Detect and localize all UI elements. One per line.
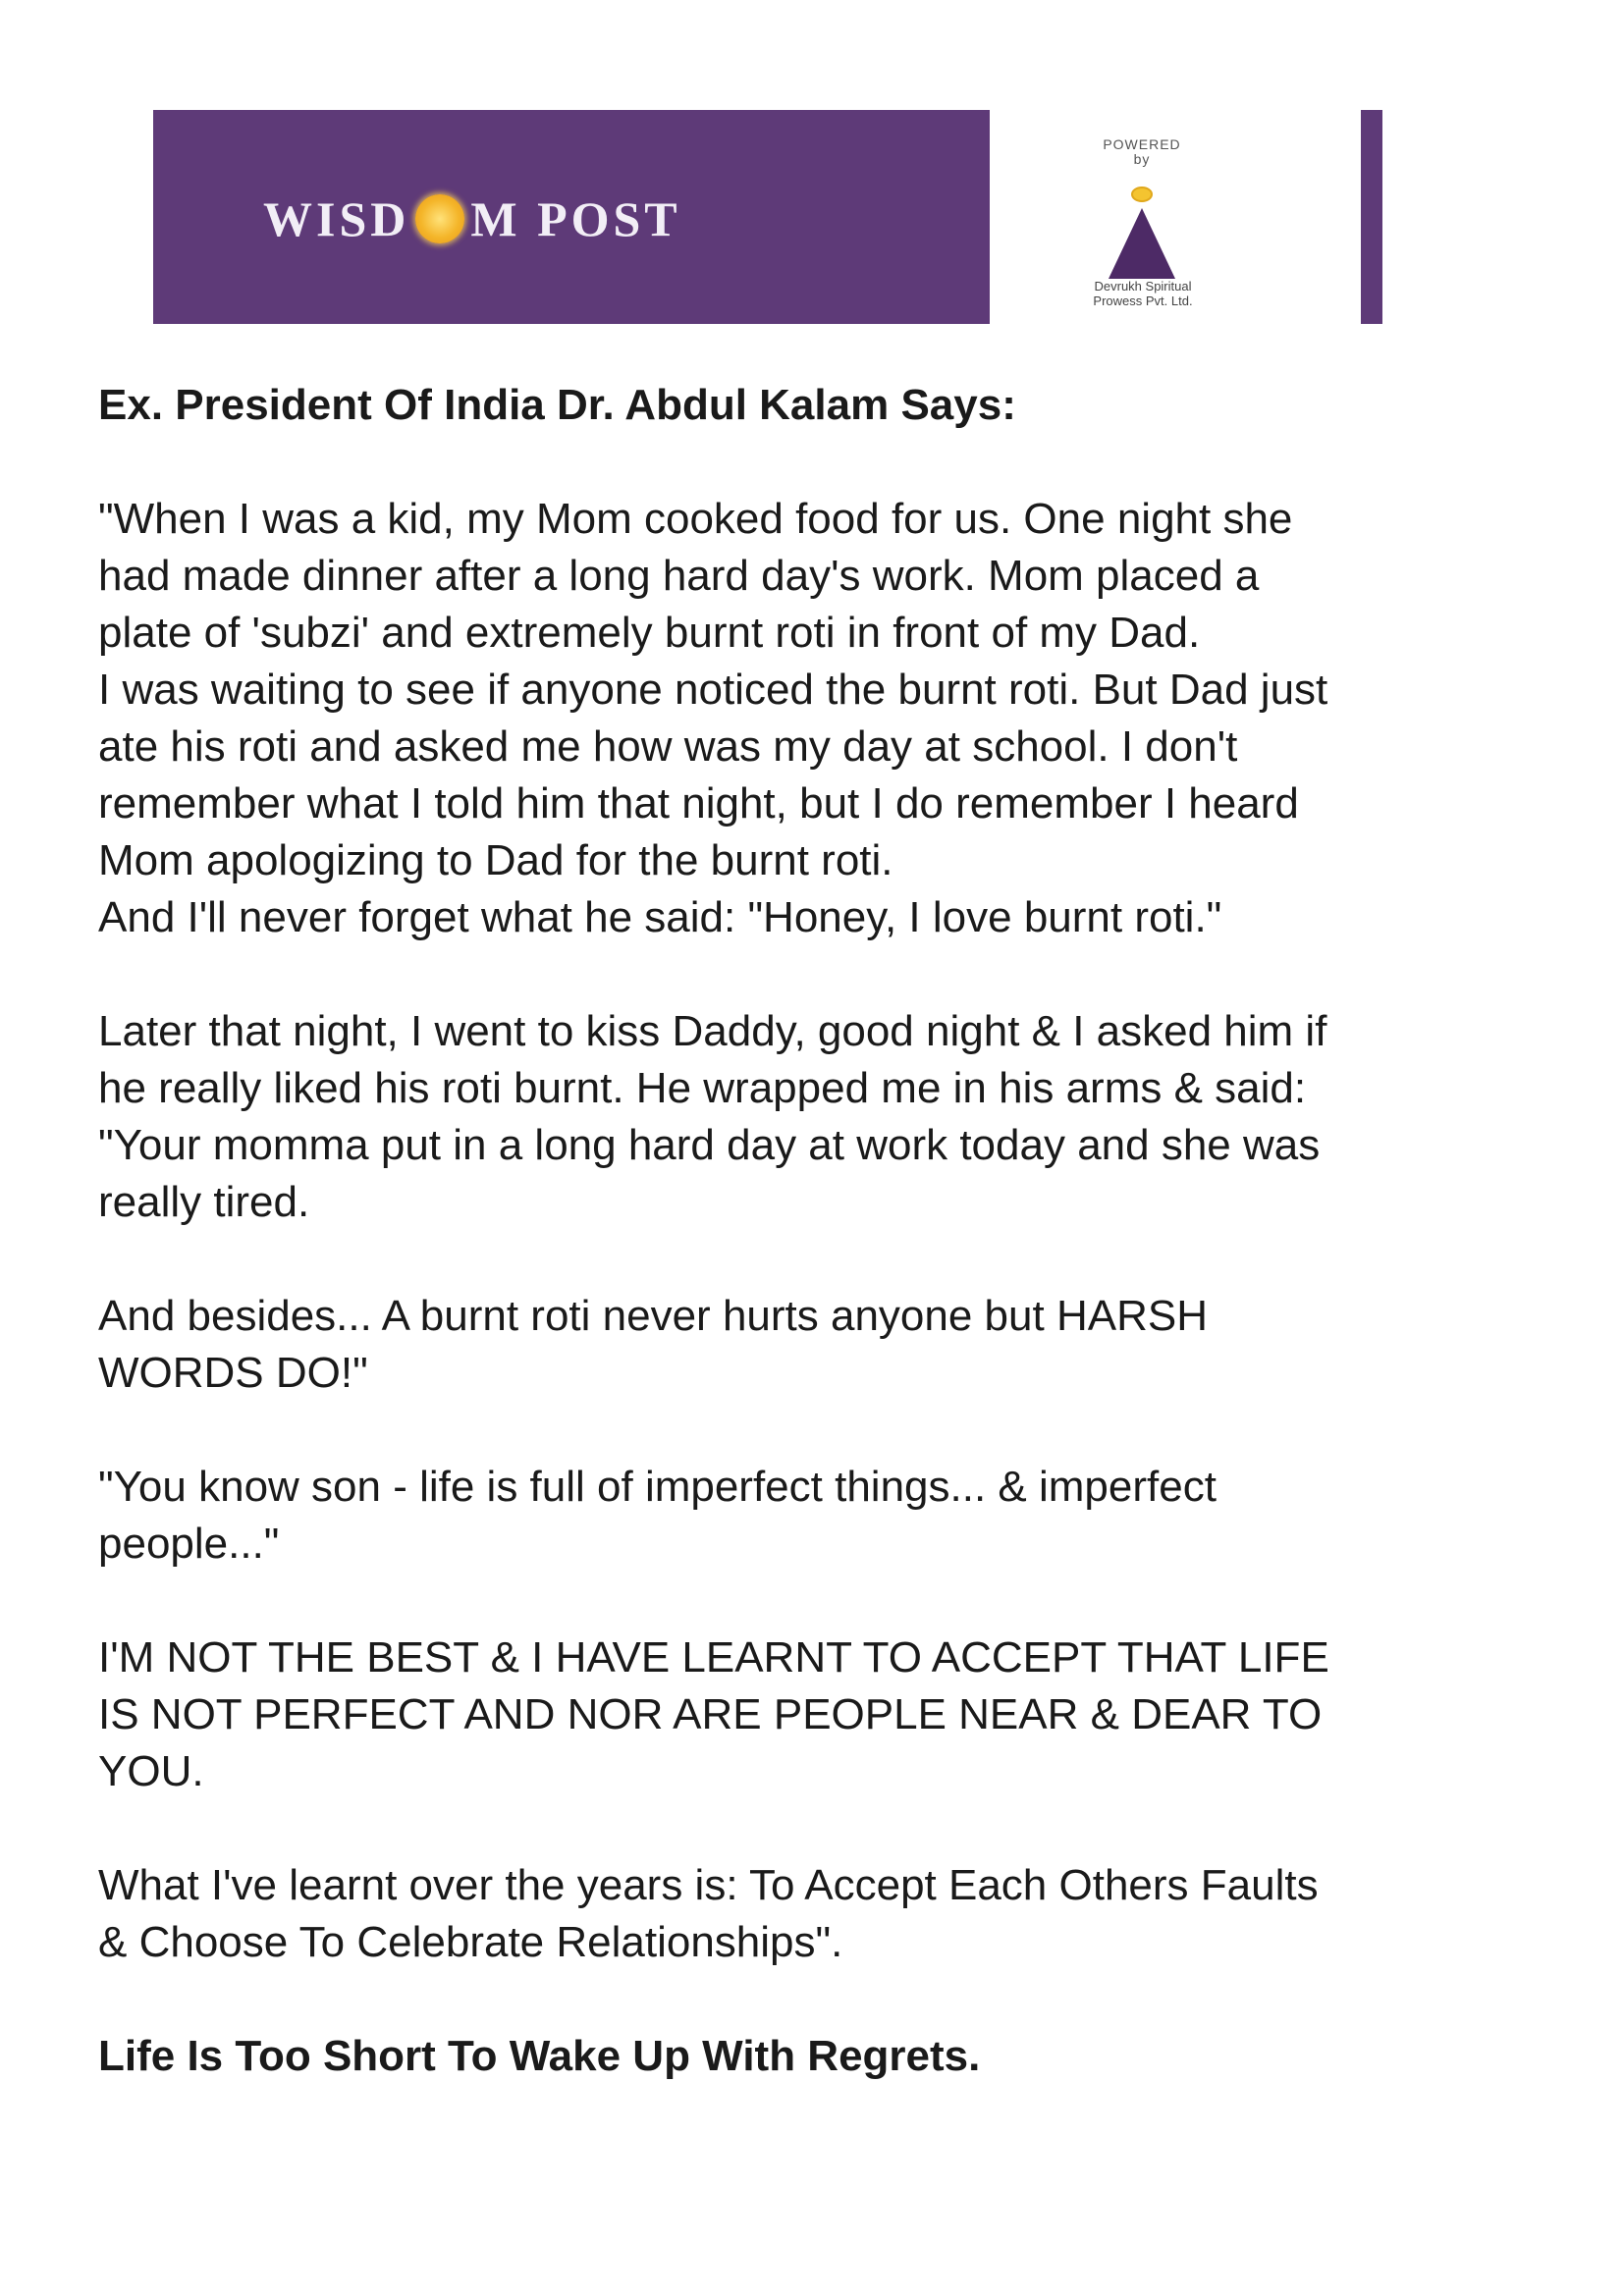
text-line: "When I was a kid, my Mom cooked food for us. One night she (98, 495, 1293, 543)
banner-side-bar (1361, 110, 1382, 324)
text-line: IS NOT PERFECT AND NOR ARE PEOPLE NEAR & DEAR TO (98, 1690, 1323, 1738)
text-line: Later that night, I went to kiss Daddy, good night & I asked him if (98, 1007, 1327, 1055)
text-line: plate of 'subzi' and extremely burnt roti in front of my Dad. (98, 609, 1201, 657)
article-body (98, 377, 1551, 2085)
pyramid-logo-icon (1091, 181, 1193, 283)
by-line: by (1133, 151, 1151, 167)
closing-line: Life Is Too Short To Wake Up With Regrets. (98, 2032, 981, 2080)
wisdom-post-logo (263, 188, 681, 249)
text-line: remember what I told him that night, but I do remember I heard (98, 779, 1299, 828)
text-line: people..." (98, 1520, 280, 1568)
article-heading: Ex. President Of India Dr. Abdul Kalam Says: (98, 381, 1016, 429)
paragraph-story (98, 491, 1551, 946)
text-line: had made dinner after a long hard day's work. Mom placed a (98, 552, 1260, 600)
text-line: really tired. (98, 1178, 310, 1226)
text-line: WORDS DO!" (98, 1349, 368, 1397)
company-name (1056, 279, 1229, 308)
text-line: "Your momma put in a long hard day at work today and she was (98, 1121, 1321, 1169)
paragraph-not-the-best (98, 1629, 1551, 1800)
text-line: "You know son - life is full of imperfect things... & imperfect (98, 1463, 1217, 1511)
text-line: What I've learnt over the years is: To Accept Each Others Faults (98, 1861, 1319, 1909)
logo-text-part1: WISD (263, 191, 410, 246)
paragraph-harsh-words (98, 1288, 1551, 1402)
paragraph-imperfect-things (98, 1459, 1551, 1573)
text-line: Mom apologizing to Dad for the burnt roti. (98, 836, 893, 884)
company-line-2: Prowess Pvt. Ltd. (1093, 294, 1193, 308)
text-line: I was waiting to see if anyone noticed the burnt roti. But Dad just (98, 666, 1328, 714)
powered-line: POWERED (1103, 136, 1181, 152)
text-line: And besides... A burnt roti never hurts anyone but HARSH (98, 1292, 1208, 1340)
wisdom-post-banner (153, 110, 1382, 324)
company-line-1: Devrukh Spiritual (1094, 279, 1192, 294)
paragraph-later-that-night (98, 1003, 1551, 1231)
powered-by-label (1068, 137, 1216, 167)
logo-text-part2: M POST (470, 191, 681, 246)
text-line: & Choose To Celebrate Relationships". (98, 1918, 843, 1966)
text-line: YOU. (98, 1747, 204, 1795)
powered-by-panel (990, 110, 1361, 324)
text-line: I'M NOT THE BEST & I HAVE LEARNT TO ACCEPT THAT LIFE (98, 1633, 1329, 1682)
text-line: And I'll never forget what he said: "Honey, I love burnt roti." (98, 893, 1222, 941)
text-line: ate his roti and asked me how was my day at school. I don't (98, 722, 1238, 771)
paragraph-what-ive-learnt (98, 1857, 1551, 1971)
banner-logo-panel (153, 110, 990, 324)
sun-icon (415, 194, 464, 243)
text-line: he really liked his roti burnt. He wrapped me in his arms & said: (98, 1064, 1307, 1112)
